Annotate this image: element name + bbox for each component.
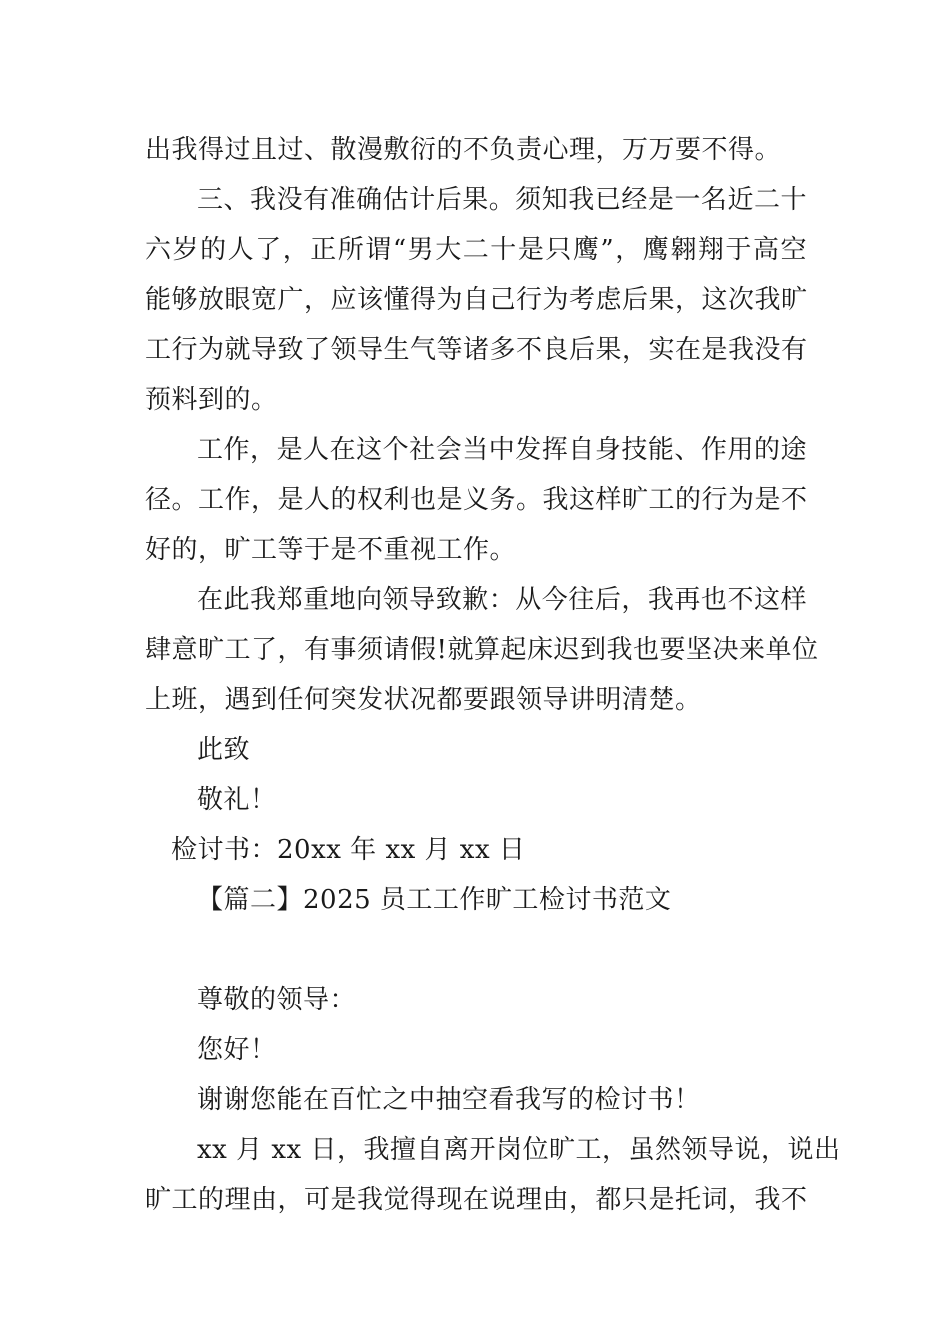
text-line: 预料到的。 [145, 385, 278, 415]
closing-line: 此致 [197, 735, 251, 765]
text-line: 上班，遇到任何突发状况都要跟领导讲明清楚。 [145, 685, 702, 715]
text-line: 六岁的人了，正所谓“男大二十是只鹰”，鹰翱翔于高空 [145, 235, 807, 265]
text-line: 径。工作，是人的权利也是义务。我这样旷工的行为是不 [145, 485, 808, 515]
text-line: 您好！ [197, 1035, 277, 1065]
salutation-line: 敬礼！ [197, 785, 277, 815]
text-line: 工作，是人在这个社会当中发挥自身技能、作用的途 [197, 435, 807, 465]
text-line: 谢谢您能在百忙之中抽空看我写的检讨书！ [197, 1085, 701, 1115]
text-line: 旷工的理由，可是我觉得现在说理由，都只是托词，我不 [145, 1185, 808, 1215]
text-line: 工行为就导致了领导生气等诸多不良后果，实在是我没有 [145, 335, 808, 365]
text-line: xx 月 xx 日，我擅自离开岗位旷工，虽然领导说，说出 [197, 1135, 841, 1165]
text-line: 能够放眼宽广，应该懂得为自己行为考虑后果，这次我旷 [145, 285, 808, 315]
signature-date-line: 检讨书：20xx 年 xx 月 xx 日 [171, 835, 526, 865]
text-line: 好的，旷工等于是不重视工作。 [145, 535, 517, 565]
text-line: 三、我没有准确估计后果。须知我已经是一名近二十 [197, 185, 807, 215]
text-line: 肆意旷工了，有事须请假!就算起床迟到我也要坚决来单位 [145, 635, 819, 665]
text-line: 出我得过且过、散漫敷衍的不负责心理，万万要不得。 [145, 135, 782, 165]
text-line: 在此我郑重地向领导致歉：从今往后，我再也不这样 [197, 585, 807, 615]
greeting-line: 尊敬的领导： [197, 985, 357, 1015]
section-heading: 【篇二】2025 员工工作旷工检讨书范文 [197, 885, 672, 915]
